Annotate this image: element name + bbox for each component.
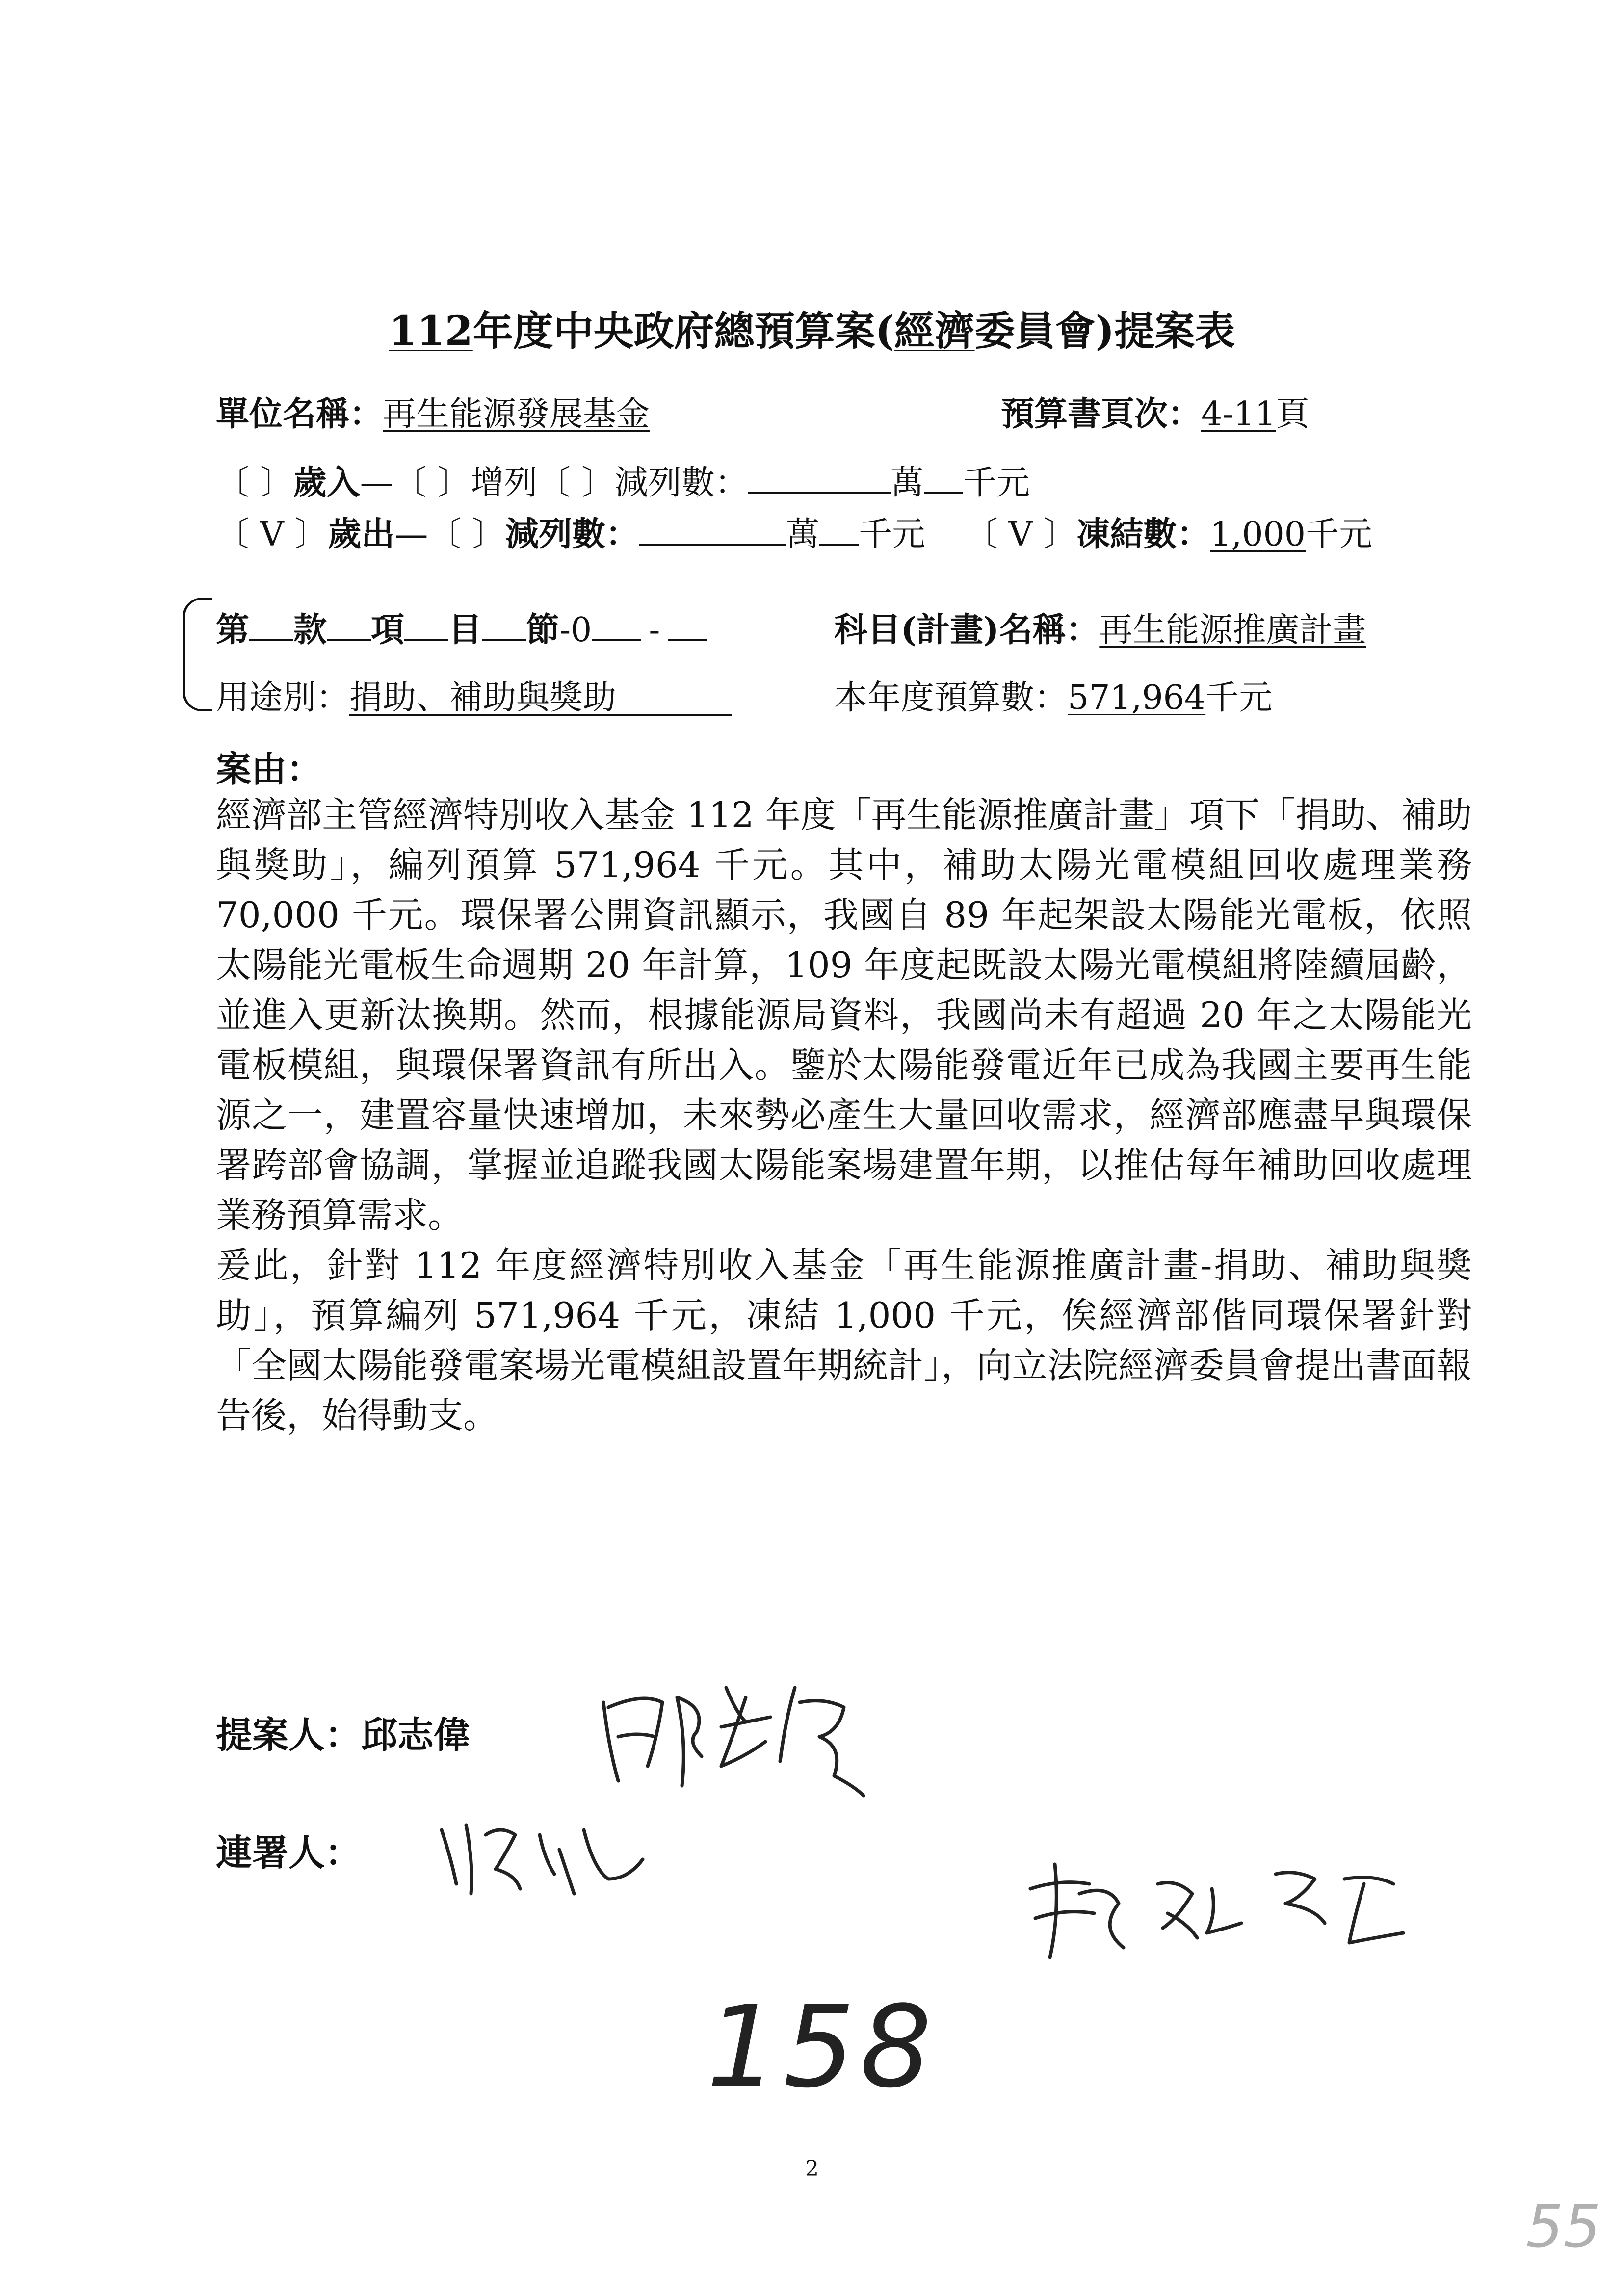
expenditure-qian-blank[interactable]: [819, 514, 859, 546]
cosigner-row: [216, 1824, 361, 1876]
class-xiang: 項: [371, 610, 405, 650]
revenue-checkbox[interactable]: 〔 〕: [216, 464, 293, 502]
subject-label: 科目(計畫)名稱：: [834, 610, 1100, 650]
class-xiang-blank[interactable]: [327, 610, 371, 641]
revenue-cut-checkbox[interactable]: 〔 〕: [537, 464, 615, 502]
expenditure-cut-label: 減列數：: [505, 515, 639, 554]
freeze-unit: 千元: [1306, 515, 1373, 554]
page-ref-row: [1001, 388, 1310, 435]
title-part1: 年度中央政府總預算案(: [472, 308, 894, 355]
class-jie: 節: [526, 610, 560, 650]
expenditure-qian: 千元: [859, 515, 926, 554]
unit-name-row: [216, 388, 650, 435]
classification-brace: [183, 598, 212, 711]
proposer-name: 邱志偉: [361, 1714, 470, 1756]
stamp-number: 55: [1526, 2193, 1601, 2261]
revenue-cut-label: 減列數：: [614, 464, 748, 502]
cosigner-label: 連署人：: [216, 1832, 361, 1874]
title-year: 112: [389, 308, 473, 355]
page-ref-label: 預算書頁次：: [1001, 394, 1202, 434]
freeze-label: 凍結數：: [1076, 515, 1210, 554]
revenue-add-label: 增列: [471, 464, 538, 502]
revenue-wan-blank[interactable]: [748, 463, 891, 494]
freeze-value: 1,000: [1210, 515, 1306, 554]
reason-body: [216, 790, 1472, 1440]
budget-unit: 千元: [1205, 678, 1273, 717]
class-dash: -: [649, 611, 660, 650]
usage-value: 捐助、補助與獎助: [349, 682, 732, 716]
expenditure-wan: 萬: [786, 515, 820, 554]
usage-label: 用途別：: [216, 678, 350, 717]
page-ref-suffix: 頁: [1276, 395, 1310, 434]
expenditure-label: 歲出: [328, 515, 395, 554]
class-kuan-blank[interactable]: [249, 610, 293, 641]
freeze-checkbox[interactable]: 〔 V 〕: [965, 515, 1077, 554]
revenue-qian: 千元: [963, 464, 1030, 502]
expenditure-cut-checkbox[interactable]: 〔 〕: [428, 515, 505, 554]
expenditure-dash: —: [394, 515, 428, 554]
budget-label: 本年度預算數：: [834, 678, 1068, 717]
unit-label: 單位名稱：: [216, 394, 383, 434]
subject-value: 再生能源推廣計畫: [1099, 611, 1366, 650]
budget-row: [834, 671, 1272, 719]
expenditure-row: [216, 508, 1372, 555]
page-number: 2: [805, 2156, 819, 2181]
revenue-row: [216, 456, 1030, 504]
revenue-qian-blank[interactable]: [924, 463, 963, 494]
proposer-signature: [589, 1668, 883, 1815]
reason-paragraph-1: 經濟部主管經濟特別收入基金 112 年度「再生能源推廣計畫」項下「捐助、補助與獎助」，編列預算 571,964 千元。其中，補助太陽光電模組回收處理業務 70,000 千元。環保署公開資訊顯示，我國自 89 年起架設太陽能光電板，依照太陽能光電板生命週期 20 年計算，109 年度起既設太陽光電模組將陸續屆齡，並進入更新汰換期。然而，根據能源局資料，我國尚未有超過 20 年之太陽能光電板模組，與環保署資訊有所出入。鑒於太陽能發電近年已成為我國主要再生能源之一，建置容量快速增加，未來勢必產生大量回收需求，經濟部應盡早與環保署跨部會協調，掌握並追蹤我國太陽能案場建置年期，以推估每年補助回收處理業務預算需求。: [216, 794, 1472, 1236]
page-ref-value: 4-11: [1201, 395, 1276, 434]
class-sub-blank[interactable]: [592, 610, 641, 641]
class-jie-value: -0: [559, 611, 592, 650]
expenditure-checkbox[interactable]: 〔 V 〕: [216, 515, 328, 554]
title-part2: 委員會)提案表: [974, 308, 1235, 355]
class-end-blank[interactable]: [668, 610, 707, 641]
proposer-row: [216, 1706, 470, 1758]
reason-paragraph-2: 爰此，針對 112 年度經濟特別收入基金「再生能源推廣計畫-捐助、補助與獎助」，預算編列 571,964 千元，凍結 1,000 千元，俟經濟部偕同環保署針對「全國太陽能發電案場光電模組設置年期統計」，向立法院經濟委員會提出書面報告後，始得動支。: [216, 1245, 1472, 1436]
reason-label: 案由：: [216, 748, 322, 790]
expenditure-wan-blank[interactable]: [639, 514, 786, 546]
revenue-wan: 萬: [890, 464, 924, 502]
unit-value: 再生能源發展基金: [383, 395, 650, 434]
class-di: 第: [216, 610, 250, 650]
revenue-label: 歲入: [293, 463, 360, 502]
document-title: [0, 299, 1624, 357]
class-jie-blank[interactable]: [482, 610, 526, 641]
class-kuan: 款: [293, 610, 327, 650]
usage-row: [216, 671, 732, 719]
class-mu: 目: [448, 610, 482, 650]
class-mu-blank[interactable]: [404, 610, 448, 641]
title-committee: 經濟: [894, 308, 975, 355]
budget-value: 571,964: [1068, 678, 1206, 717]
proposer-label: 提案人：: [216, 1714, 361, 1756]
revenue-add-checkbox[interactable]: 〔 〕: [393, 464, 471, 502]
cosigner-signature-1: [432, 1805, 657, 1913]
subject-row: [834, 603, 1366, 651]
cosigner-signature-2: [1021, 1854, 1413, 1972]
handwritten-page-text: 158: [707, 1982, 937, 2113]
revenue-dash: —: [360, 464, 393, 502]
classification-row: [216, 603, 707, 651]
